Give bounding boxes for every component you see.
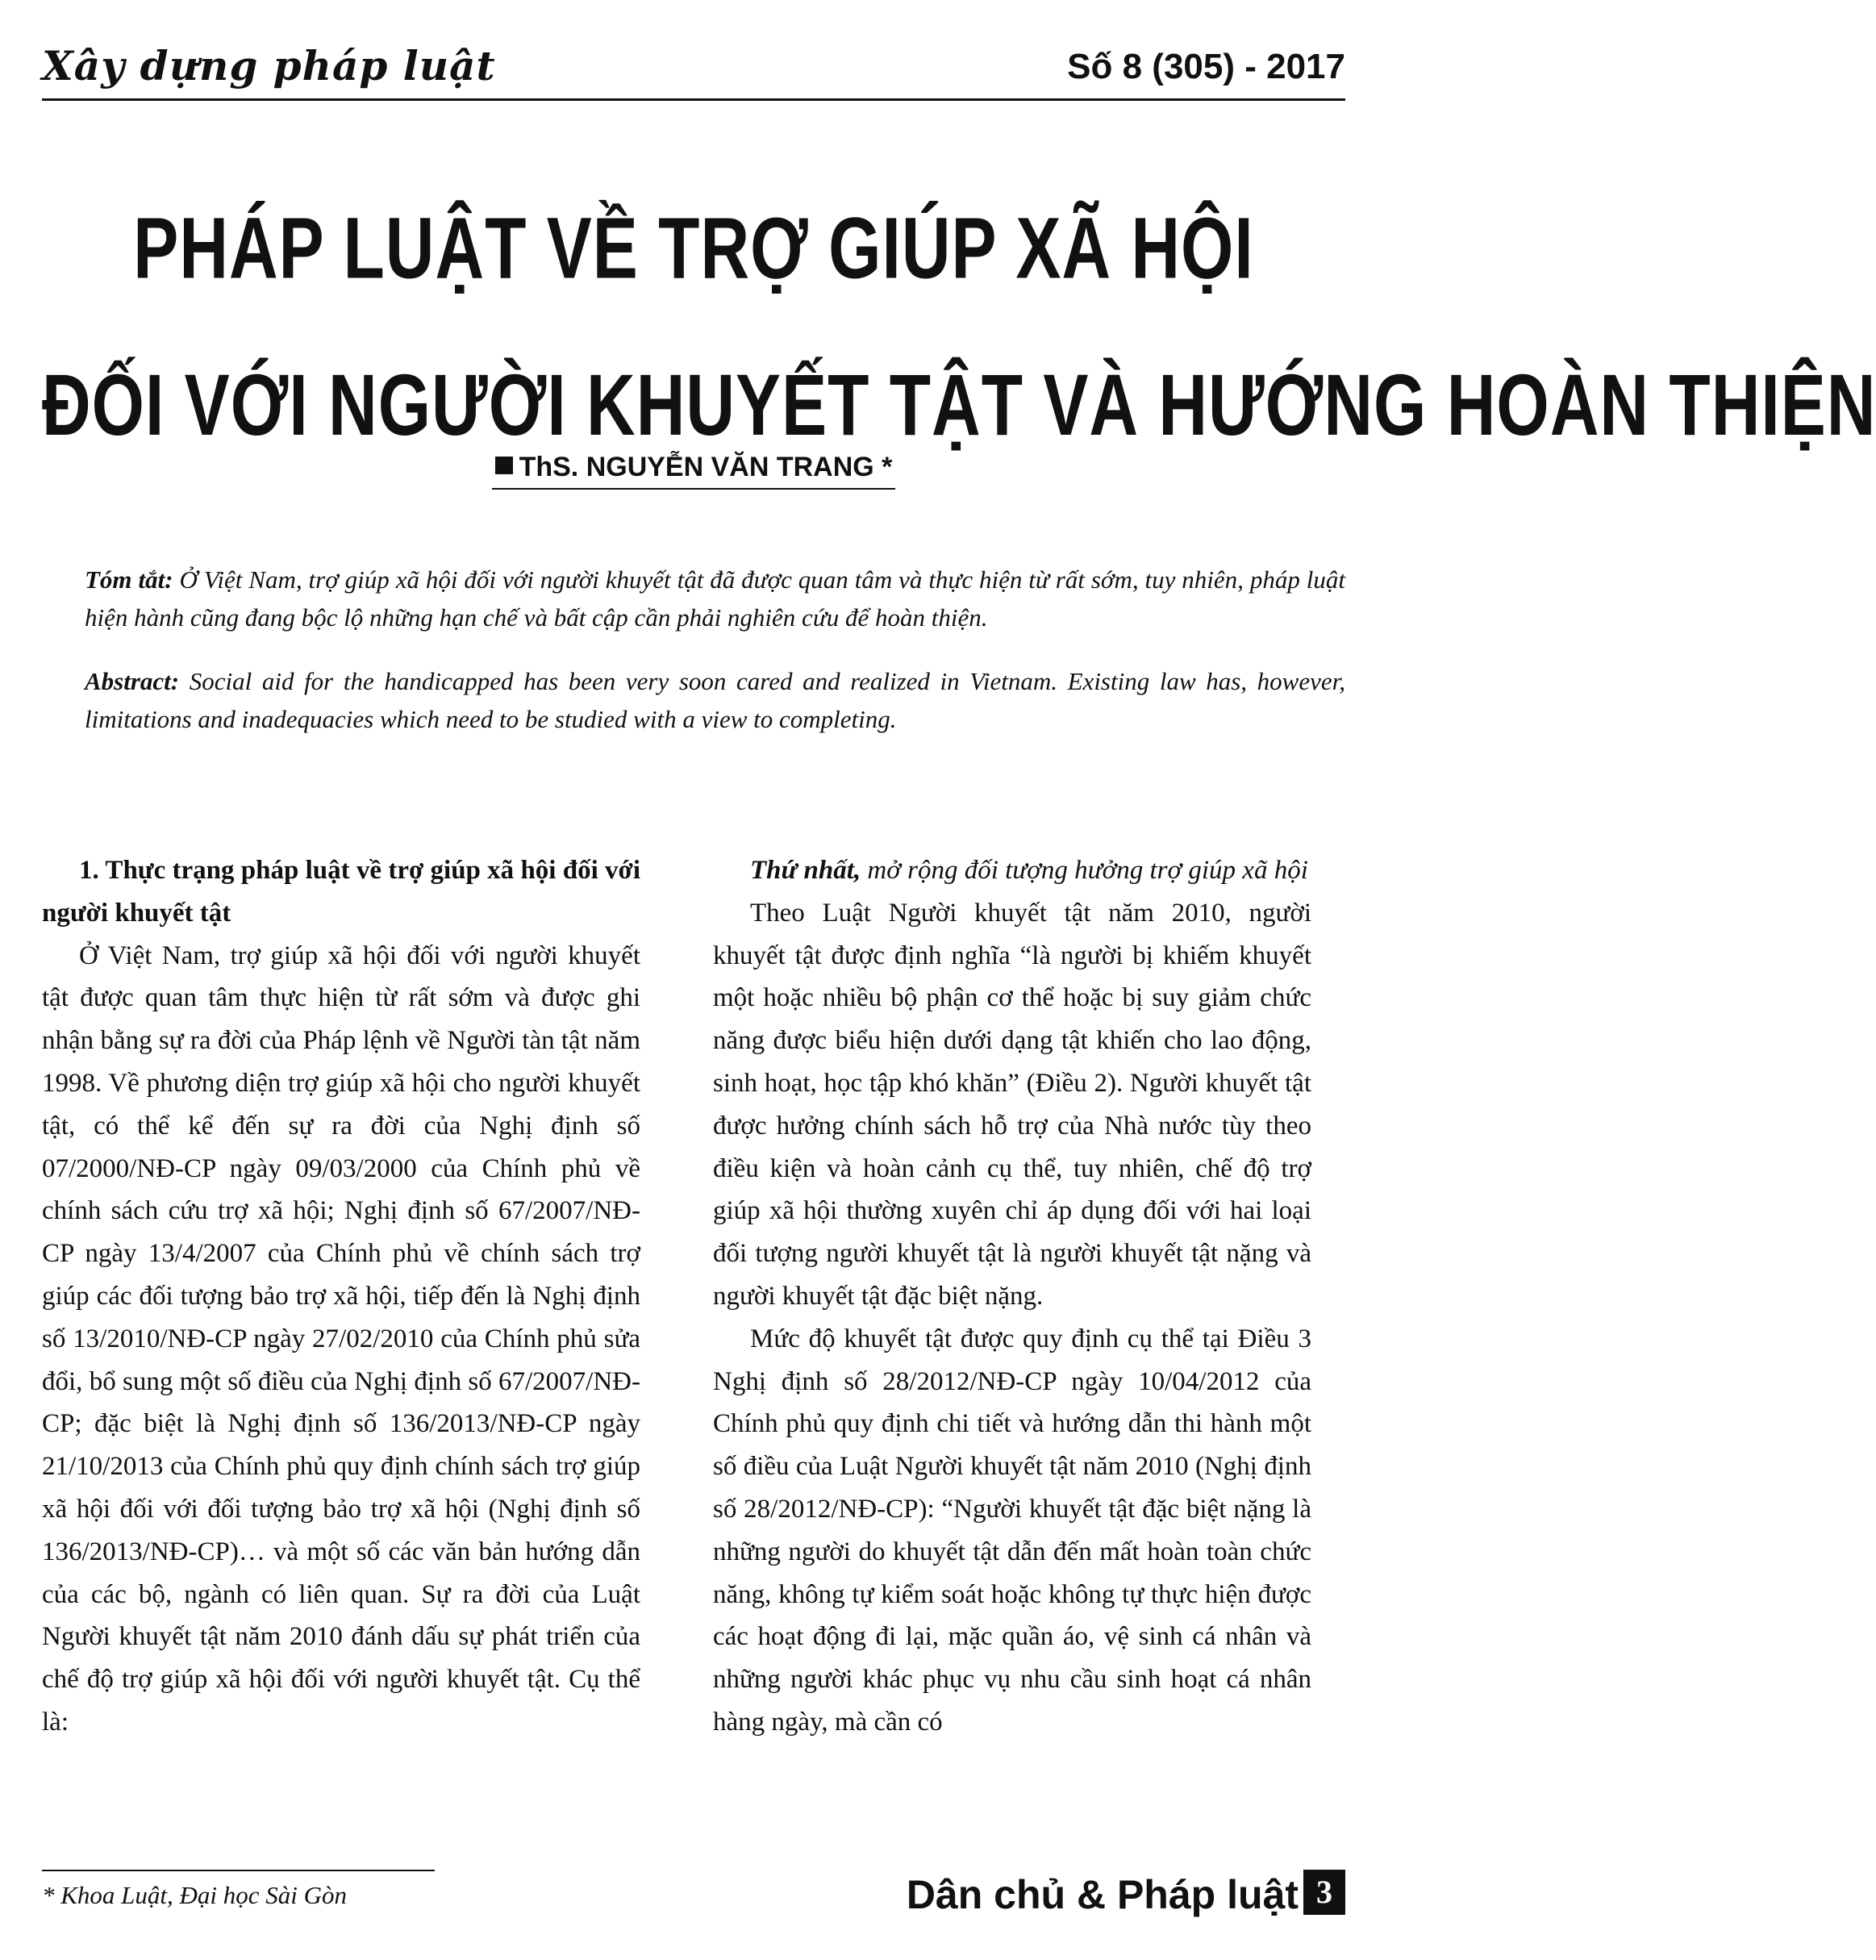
right-column <box>713 849 1311 1744</box>
summary-vi <box>85 561 1345 636</box>
summary-en <box>85 662 1345 738</box>
summary-vi-label: Tóm tắt: <box>85 565 173 594</box>
author-name: ThS. NGUYỄN VĂN TRANG * <box>519 452 893 482</box>
footnote-divider <box>42 1870 435 1871</box>
summary-vi-text: Ở Việt Nam, trợ giúp xã hội đối với người khuyết tật đã được quan tâm và thực hiện từ rất sớm, tuy nhiên, pháp luật hiện hành cũng đang bộc lộ những hạn chế và bất cập cần phải nghiên cứu để hoàn thiện. <box>85 565 1345 632</box>
right-paragraph-1: Theo Luật Người khuyết tật năm 2010, người khuyết tật được định nghĩa “là người bị khiếm khuyết một hoặc nhiều bộ phận cơ thể hoặc bị suy giảm chức năng được biểu hiện dưới dạng tật khiến cho lao động, sinh hoạt, học tập khó khăn” (Điều 2). Người khuyết tật được hưởng chính sách hỗ trợ của Nhà nước tùy theo điều kiện và hoàn cảnh cụ thể, tuy nhiên, chế độ trợ giúp xã hội thường xuyên chỉ áp dụng đối với hai loại đối tượng người khuyết tật là người khuyết tật nặng và người khuyết tật đặc biệt nặng. <box>713 898 1311 1311</box>
footnote: * Khoa Luật, Đại học Sài Gòn <box>42 1881 348 1909</box>
journal-name: Xây dựng pháp luật <box>42 42 496 90</box>
summary-en-label: Abstract: <box>85 667 180 695</box>
author-block <box>492 452 896 490</box>
subheading <box>713 849 1311 892</box>
title-line-1: PHÁP LUẬT VỀ TRỢ GIÚP XÃ HỘI <box>133 199 1254 297</box>
title-line-2: ĐỐI VỚI NGƯỜI KHUYẾT TẬT VÀ HƯỚNG HOÀN THIỆN <box>42 356 1876 453</box>
right-paragraph-2: Mức độ khuyết tật được quy định cụ thể tại Điều 3 Nghị định số 28/2012/NĐ-CP ngày 10/04/2012 của Chính phủ quy định chi tiết và hướng dẫn thi hành một số điều của Luật Người khuyết tật năm 2010 (Nghị định số 28/2012/NĐ-CP): “Người khuyết tật đặc biệt nặng là những người do khuyết tật dẫn đến mất hoàn toàn chức năng, không tự kiểm soát hoặc không tự thực hiện được các hoạt động đi lại, mặc quần áo, vệ sinh cá nhân và những người khác phục vụ nhu cầu sinh hoạt cá nhân hàng ngày, mà cần có <box>713 1324 1311 1737</box>
issue-number: Số 8 (305) - 2017 <box>1067 47 1345 86</box>
section-heading: 1. Thực trạng pháp luật về trợ giúp xã hội đối với người khuyết tật <box>42 856 640 928</box>
footer-brand: Dân chủ & Pháp luật <box>906 1872 1299 1917</box>
bullet-square-icon <box>495 457 513 474</box>
summary-en-text: Social aid for the handicapped has been very soon cared and realized in Vietnam. Existing law has, however, limitations and inadequacies which need to be studied with a view to completing. <box>85 667 1345 733</box>
left-paragraph: Ở Việt Nam, trợ giúp xã hội đối với người khuyết tật được quan tâm thực hiện từ rất sớm và được ghi nhận bằng sự ra đời của Pháp lệnh về Người tàn tật năm 1998. Về phương diện trợ giúp xã hội cho người khuyết tật, có thể kể đến sự ra đời của Nghị định số 07/2000/NĐ-CP ngày 09/03/2000 của Chính phủ về chính sách cứu trợ xã hội; Nghị định số 67/2007/NĐ-CP ngày 13/4/2007 của Chính phủ về chính sách trợ giúp các đối tượng bảo trợ xã hội, tiếp đến là Nghị định số 13/2010/NĐ-CP ngày 27/02/2010 của Chính phủ sửa đổi, bổ sung một số điều của Nghị định số 67/2007/NĐ-CP; đặc biệt là Nghị định số 136/2013/NĐ-CP ngày 21/10/2013 của Chính phủ quy định chính sách trợ giúp xã hội đối với đối tượng bảo trợ xã hội (Nghị định số 136/2013/NĐ-CP)… và một số các văn bản hướng dẫn của các bộ, ngành có liên quan. Sự ra đời của Luật Người khuyết tật năm 2010 đánh dấu sự phát triển của chế độ trợ giúp xã hội đối với người khuyết tật. Cụ thể là: <box>42 940 640 1737</box>
author-byline <box>0 452 1387 490</box>
subheading-text: mở rộng đối tượng hưởng trợ giúp xã hội <box>861 856 1308 885</box>
subheading-label: Thứ nhất, <box>750 856 861 885</box>
abstracts <box>85 561 1345 764</box>
page-header <box>42 42 1345 101</box>
page-number: 3 <box>1303 1870 1345 1915</box>
left-column <box>42 849 640 1744</box>
article-title <box>42 169 1876 483</box>
